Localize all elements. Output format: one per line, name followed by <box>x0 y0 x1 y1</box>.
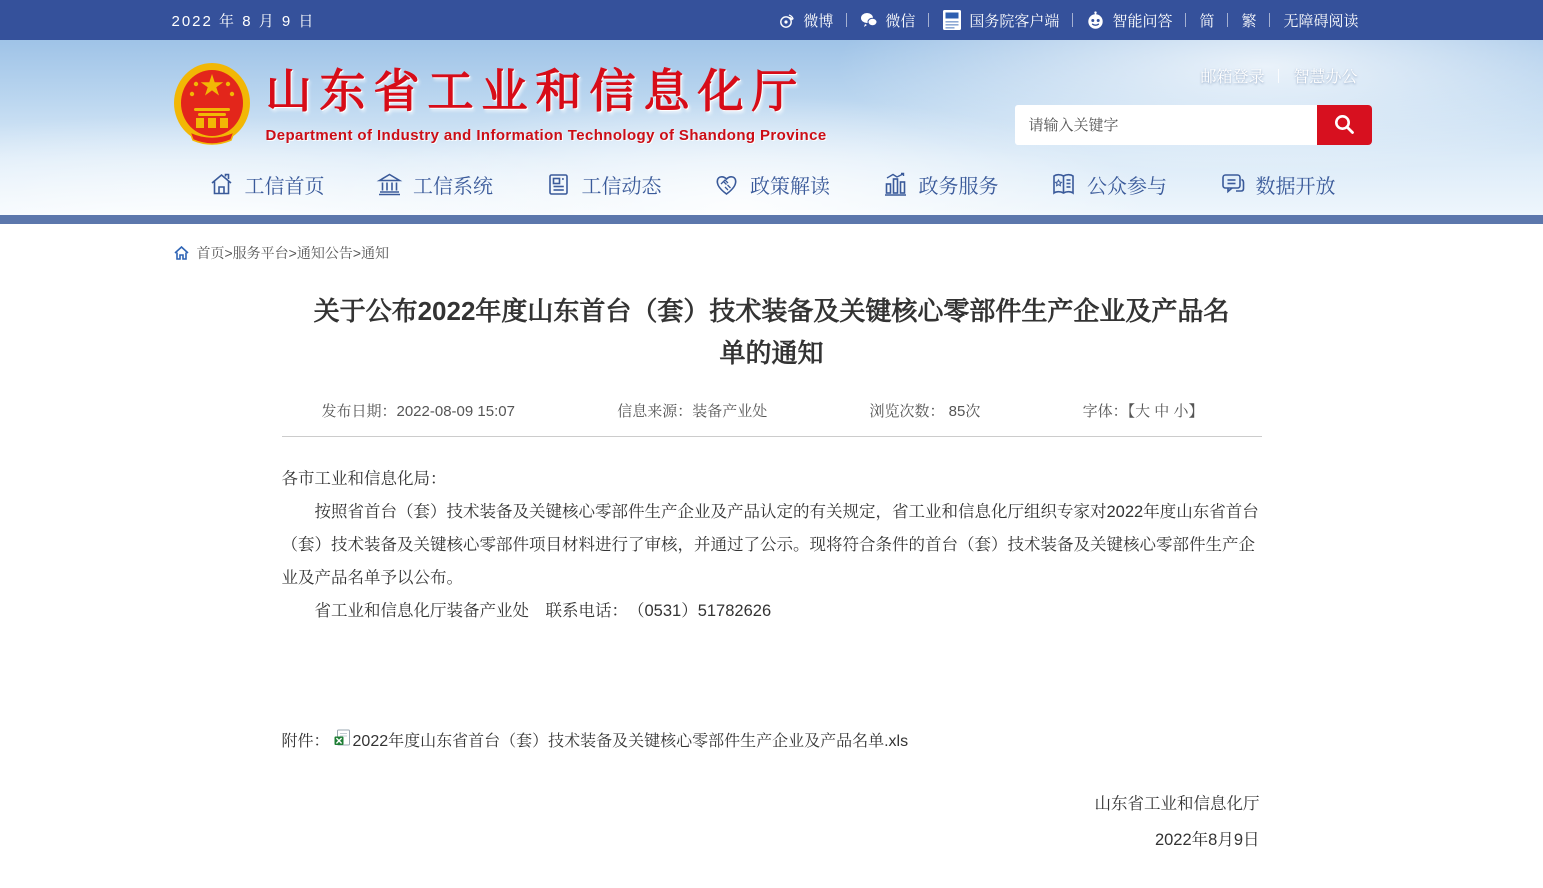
search-button[interactable] <box>1317 105 1372 145</box>
signature-date: 2022年8月9日 <box>1154 830 1260 849</box>
paragraph-contact: 省工业和信息化厅装备产业处 联系电话： （0531）51782626 <box>314 602 772 621</box>
wechat-link[interactable] <box>847 10 928 31</box>
news-icon <box>545 171 572 198</box>
home-icon <box>208 171 235 198</box>
attachment-label: 附件： <box>281 733 330 751</box>
site-brand <box>266 60 827 144</box>
open-book-icon <box>1050 171 1077 198</box>
top-utility-bar <box>0 0 1543 40</box>
wechat-label: 微信 <box>885 12 916 30</box>
nav-item-news[interactable] <box>545 170 662 199</box>
home-icon[interactable] <box>174 246 189 260</box>
main-content <box>172 224 1372 888</box>
nav-label: 工信首页 <box>244 176 325 198</box>
font-label: 字体： <box>1082 403 1128 421</box>
current-date: 2022 年 8 月 9 日 <box>171 12 316 30</box>
xls-file-icon <box>330 729 353 751</box>
magnifier-icon <box>1332 112 1356 139</box>
attachment-file-link[interactable]: 2022年度山东省首台（套）技术装备及关键核心零部件生产企业及产品名单.xls <box>352 733 909 751</box>
info-source: 信息来源：装备产业处 <box>617 403 768 421</box>
site-header <box>0 40 1543 215</box>
attachment-row <box>282 728 1262 751</box>
wechat-icon <box>860 12 878 28</box>
institution-icon <box>376 171 403 198</box>
view-count: 浏览次数： 85次 <box>869 403 981 421</box>
paragraph-salutation: 各市工业和信息化局： <box>281 470 447 489</box>
site-title: 山东省工业和信息化厅 <box>265 66 806 117</box>
robot-icon <box>1086 11 1105 30</box>
breadcrumb <box>172 224 1372 267</box>
paragraph-main: 按照省首台（套）技术装备及关键核心零部件生产企业及产品认定的有关规定，省工业和信息化厅组织专家对2022年度山东省首台（套）技术装备及关键核心零部件项目材料进行了审核，并通过了公示。现将符合条件的首台（套）技术装备及关键核心零部件生产企业及产品名单予以公布。 <box>281 503 1259 588</box>
font-size-control <box>1083 400 1204 421</box>
nav-label: 政务服务 <box>918 176 999 198</box>
font-size-options[interactable]: 【大 中 小】 <box>1127 403 1204 421</box>
search-input[interactable] <box>1015 105 1317 145</box>
simplified-chinese-toggle[interactable] <box>1186 10 1227 31</box>
meta-divider <box>282 436 1262 437</box>
traditional-chinese-toggle[interactable] <box>1228 10 1269 31</box>
smart-qa-label: 智能问答 <box>1112 12 1173 30</box>
nav-item-participation[interactable] <box>1050 170 1167 199</box>
state-council-client-link[interactable] <box>929 9 1072 31</box>
nav-item-policy[interactable] <box>713 170 830 199</box>
weibo-label: 微博 <box>803 12 834 30</box>
article-body <box>282 463 1262 628</box>
header-quick-links <box>1186 64 1371 87</box>
accessibility-reading-link[interactable] <box>1270 10 1371 31</box>
nav-label: 政策解读 <box>750 176 830 198</box>
article <box>282 291 1262 858</box>
weibo-icon <box>779 12 796 29</box>
weibo-link[interactable] <box>766 10 846 31</box>
bar-chart-icon <box>882 171 909 198</box>
national-emblem <box>172 62 252 148</box>
signature-org: 山东省工业和信息化厅 <box>1094 795 1260 814</box>
simplified-label: 简 <box>1199 12 1215 30</box>
top-utility-links <box>766 9 1371 31</box>
nav-label: 数据开放 <box>1255 176 1336 198</box>
smart-qa-link[interactable] <box>1073 10 1185 31</box>
nav-label: 公众参与 <box>1087 176 1167 198</box>
site-search <box>1015 105 1372 145</box>
article-signature <box>282 787 1262 858</box>
nav-item-system[interactable] <box>376 170 493 199</box>
header-bottom-strip <box>0 215 1543 224</box>
smart-office-link[interactable]: 智慧办公 <box>1293 69 1358 86</box>
main-nav <box>172 164 1372 215</box>
nav-item-home[interactable] <box>208 170 325 199</box>
site-subtitle: Department of Industry and Information Technology of Shandong Province <box>265 126 827 144</box>
handshake-icon <box>713 171 740 198</box>
nav-label: 工信动态 <box>581 176 662 198</box>
mail-login-link[interactable]: 邮箱登录 <box>1200 69 1265 86</box>
accessibility-label: 无障碍阅读 <box>1283 12 1359 30</box>
chat-bubbles-icon <box>1219 171 1246 198</box>
traditional-label: 繁 <box>1241 12 1257 30</box>
nav-item-open-data[interactable] <box>1219 170 1336 199</box>
nav-item-services[interactable] <box>882 170 999 199</box>
article-meta <box>282 400 1262 421</box>
publish-date: 发布日期：2022-08-09 15:07 <box>321 403 515 421</box>
breadcrumb-path[interactable]: 首页>服务平台>通知公告>通知 <box>196 245 390 261</box>
state-council-client-label: 国务院客户端 <box>969 12 1060 30</box>
nav-label: 工信系统 <box>413 176 493 198</box>
article-title: 关于公布2022年度山东首台（套）技术装备及关键核心零部件生产企业及产品名单的通知 <box>313 296 1230 368</box>
state-council-client-icon <box>942 9 962 31</box>
